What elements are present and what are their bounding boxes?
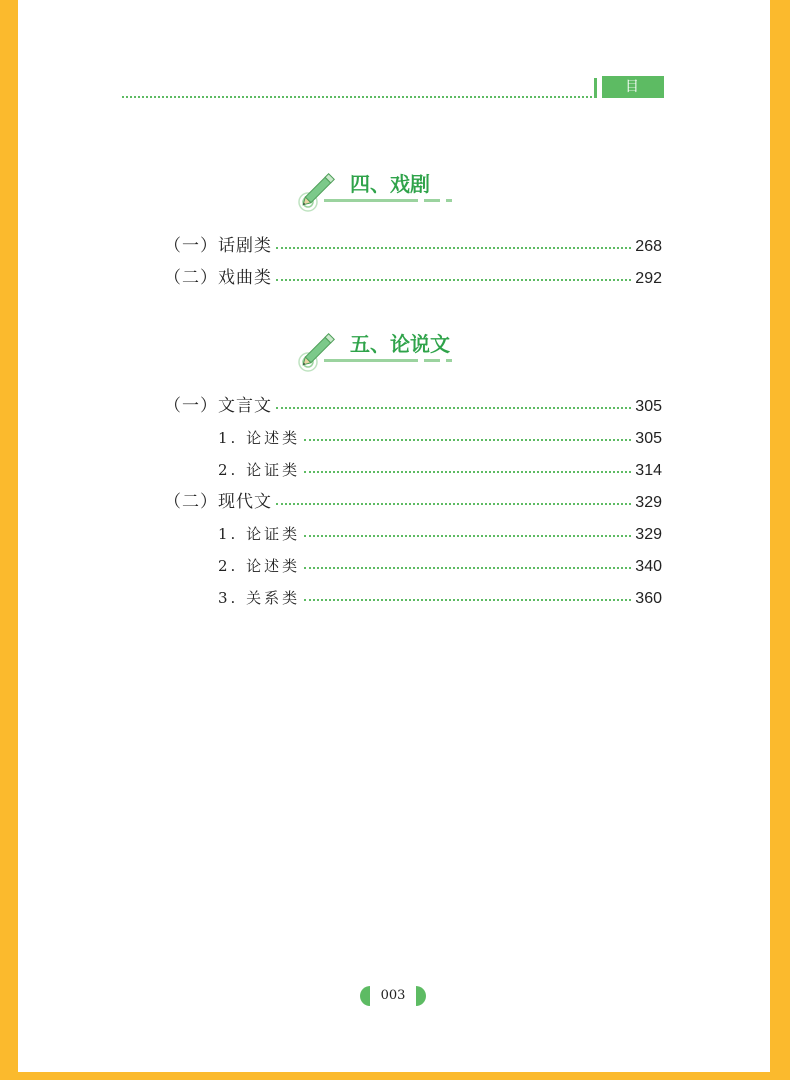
toc-leader — [304, 567, 631, 569]
toc-subentry[interactable] — [218, 426, 662, 448]
toc-entry-page: 329 — [635, 494, 662, 511]
toc-entry-page: 305 — [635, 430, 662, 447]
section-title: 五、论说文 — [350, 332, 450, 356]
title-underline-dash — [446, 199, 452, 202]
page — [18, 0, 770, 1072]
page-number-right-cap — [416, 986, 426, 1006]
title-underline-dash — [424, 359, 440, 362]
toc-entry-label: 2. 论述类 — [218, 557, 301, 575]
toc-subentry[interactable] — [218, 522, 662, 544]
toc-leader — [276, 503, 631, 505]
page-number-left-cap — [360, 986, 370, 1006]
pencil-icon — [294, 166, 344, 216]
toc-leader — [304, 471, 631, 473]
title-underline-dash — [446, 359, 452, 362]
toc-subentry[interactable] — [218, 554, 662, 576]
toc-entry-page: 314 — [635, 462, 662, 479]
toc-leader — [276, 407, 631, 409]
toc-leader — [304, 535, 631, 537]
toc-entry-page: 268 — [635, 238, 662, 255]
toc-entry-label: （二）戏曲类 — [164, 268, 272, 288]
header-accent-bar — [594, 78, 597, 98]
toc-leader — [276, 247, 631, 249]
toc-entry-label: 2. 论证类 — [218, 461, 301, 479]
toc-subentry[interactable] — [218, 586, 662, 608]
toc-entry-label: 3. 关系类 — [218, 589, 301, 607]
toc-subentry[interactable] — [218, 458, 662, 480]
section-heading-drama — [294, 166, 474, 216]
toc-entry-page: 329 — [635, 526, 662, 543]
toc-entry-label: 1. 论述类 — [218, 429, 301, 447]
toc-entry-label: （一）话剧类 — [164, 236, 272, 256]
title-underline — [324, 199, 418, 202]
toc-entry[interactable] — [164, 490, 662, 512]
toc-entry[interactable] — [164, 394, 662, 416]
toc-entry-label: （二）现代文 — [164, 492, 272, 512]
title-underline-dash — [424, 199, 440, 202]
section-heading-argumentative — [294, 326, 474, 376]
toc-entry-label: 1. 论证类 — [218, 525, 301, 543]
toc-entry-label: （一）文言文 — [164, 396, 272, 416]
toc-entry[interactable] — [164, 266, 662, 288]
pencil-icon — [294, 326, 344, 376]
toc-entry-page: 340 — [635, 558, 662, 575]
section-title: 四、戏剧 — [350, 172, 430, 196]
toc-leader — [304, 599, 631, 601]
toc-entry-page: 292 — [635, 270, 662, 287]
page-number: 003 — [380, 988, 406, 1003]
toc-entry[interactable] — [164, 234, 662, 256]
header-label: 目 录 — [602, 76, 664, 98]
toc-leader — [304, 439, 631, 441]
header-dotted-rule — [122, 96, 596, 98]
toc-entry-page: 305 — [635, 398, 662, 415]
toc-entry-page: 360 — [635, 590, 662, 607]
title-underline — [324, 359, 418, 362]
page-number-badge — [360, 986, 426, 1008]
toc-leader — [276, 279, 631, 281]
